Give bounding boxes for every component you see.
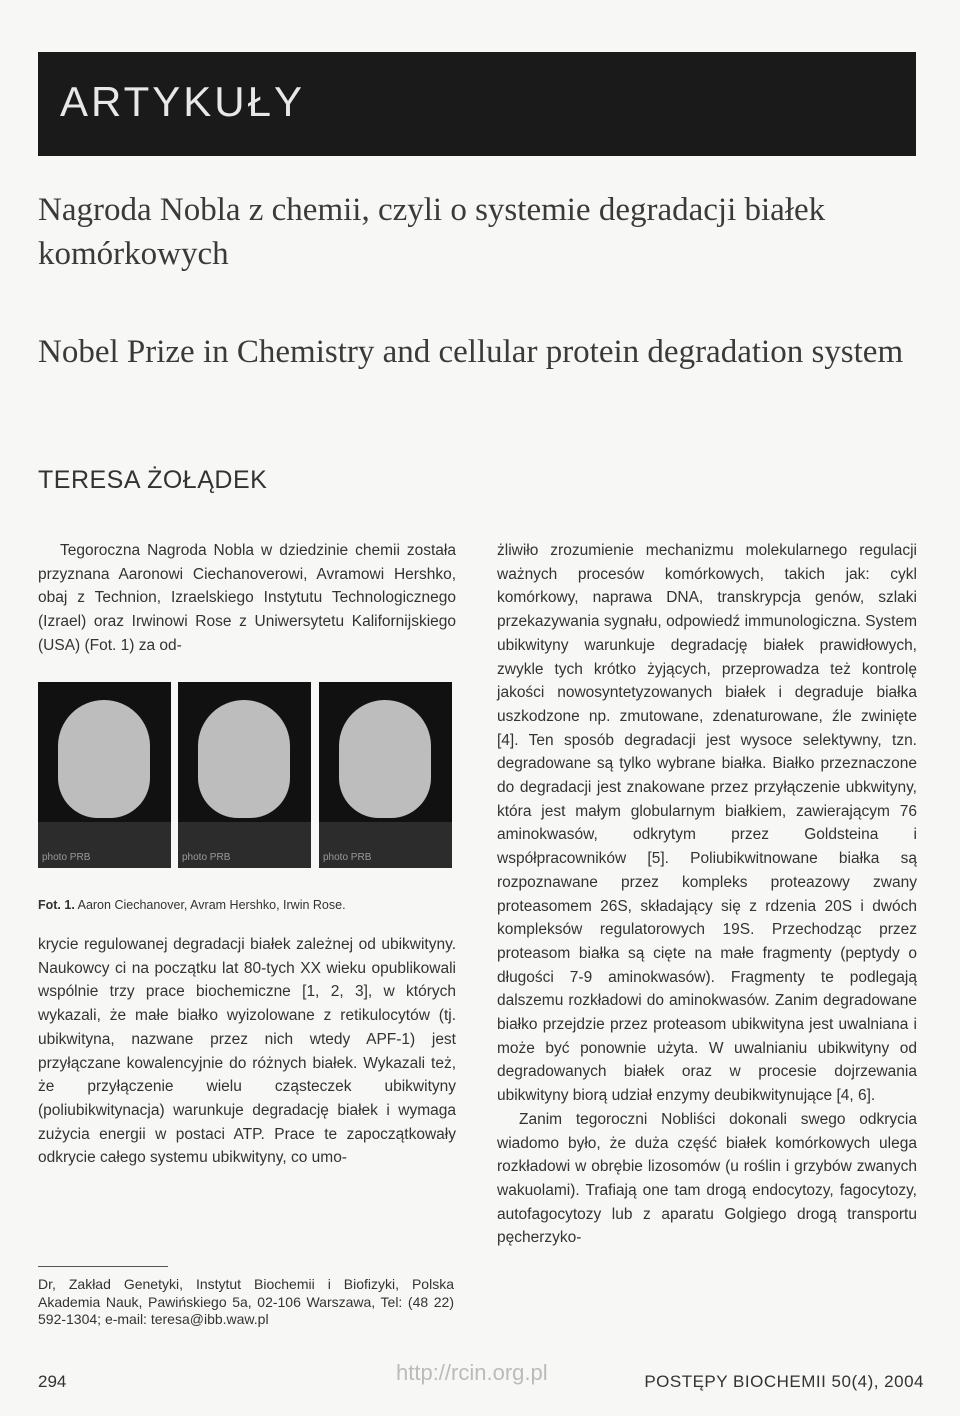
left-column-intro: [38, 539, 456, 658]
photo-caption: [38, 898, 346, 912]
author-footnote: Dr, Zakład Genetyki, Instytut Biochemii i Biofizyki, Polska Akademia Nauk, Pawińskiego 5a, 02-106 Warszawa, Tel: (48 22) 592-1304; e-mail: teresa@ibb.waw.pl: [38, 1276, 454, 1327]
left-column-body: [38, 933, 456, 1170]
photo-credit: photo PRB: [323, 852, 372, 863]
source-url-watermark: http://rcin.org.pl: [396, 1360, 548, 1385]
photo-credit: photo PRB: [42, 852, 91, 863]
portrait-face: [198, 700, 290, 818]
article-title-polish: Nagroda Nobla z chemii, czyli o systemie degradacji białek komórkowych: [38, 192, 826, 272]
caption-text: Aaron Ciechanover, Avram Hershko, Irwin Rose.: [77, 898, 346, 912]
author-name: TERESA ŻOŁĄDEK: [38, 466, 268, 494]
paragraph: Tegoroczna Nagroda Nobla w dziedzinie chemii została przyznana Aaronowi Ciechanoverowi, Avramowi Hershko, obaj z Technion, Izraelskiego Instytutu Technologicznego (Izrael) oraz Irwinowi Rose z Uniwersytetu Kalifornijskiego (USA) (Fot. 1) za od-: [38, 542, 456, 654]
page-number: 294: [38, 1372, 67, 1391]
paragraph: Zanim tegoroczni Nobliści dokonali swego odkrycia wiadomo było, że duża część białek komórkowych ulega rozkładowi w obrębie lizosomów (u roślin i grzybów zwanych wakuolami). Trafiają one tam drogą endocytozy, fagocytozy, autofagocytozy lub z aparatu Golgiego drogą transportu pęcherzyko-: [497, 1110, 917, 1247]
footnote-divider: [38, 1266, 168, 1267]
section-banner: [38, 52, 916, 156]
photo-hershko: [178, 682, 311, 868]
laureates-photo-strip: [38, 682, 452, 868]
paragraph: krycie regulowanej degradacji białek zależnej od ubikwityny. Naukowcy ci na początku lat 80-tych XX wieku opublikowali wspólnie trzy prace biochemiczne [1, 2, 3], w których wykazali, że małe białko wyizolowane z retikulocytów (tj. ubikwityna, nazwane przez nich wtedy APF-1) jest przyłączane kowalencyjnie do różnych białek. Wykazali też, że przyłączenie wielu cząsteczek ubikwityny (poliubikwitynacja) warunkuje degradację białek i wymaga zużycia energii w postaci ATP. Prace te zapoczątkowały odkrycie całego systemu ubikwityny, co umo-: [38, 936, 456, 1167]
paragraph: żliwiło zrozumienie mechanizmu molekularnego regulacji ważnych procesów komórkowych, takich jak: cykl komórkowy, naprawa DNA, transkrypcja genów, szlaki przekazywania sygnału, odpowiedź immunologiczna. System ubikwityny warunkuje degradację białek prawidłowych, zwykle tych krótko żyjących, przeprowadza też kontrolę jakości nowosyntetyzowanych białek i degraduje białka uszkodzone np. zmutowane, zdenaturowane, źle zwinięte [4]. Ten sposób degradacji jest wysoce selektywny, tzn. degradowane są tylko wybrane białka. Białko przeznaczone do degradacji jest znakowane przez przyłączenie ubkwityny, która jest małym globularnym białkiem, zawierającym 76 aminokwasów, odkrytym przez Goldsteina i współpracowników [5]. Poliubikwitnowane białka są rozpoznawane przez kompleks proteazowy zwany proteasomem 26S, składający się z rdzenia 20S i dwóch kompleksów regulatorowych 19S. Przechodząc przez proteasom białka są cięte na małe fragmenty (peptydy o długości 7-9 aminokwasów). Fragmenty te podlegają dalszemu rozkładowi do aminokwasów. Zanim degradowane białko przejdzie przez proteasom ubikwityna jest uwalniana i może być ponownie użyta. W uwalnianiu ubikwityny od degradowanych białek oraz w procesie dojrzewania ubikwityny biorą udział enzymy deubikwitynujące [4, 6].: [497, 542, 917, 1105]
article-title-english: Nobel Prize in Chemistry and cellular protein degradation system: [38, 334, 904, 370]
portrait-face: [58, 700, 150, 818]
right-column-body: [497, 539, 917, 1250]
portrait-face: [339, 700, 431, 818]
caption-label: Fot. 1.: [38, 898, 75, 912]
photo-rose: [319, 682, 452, 868]
photo-credit: photo PRB: [182, 852, 231, 863]
photo-ciechanover: [38, 682, 171, 868]
section-label: ARTYKUŁY: [60, 78, 305, 125]
journal-reference: POSTĘPY BIOCHEMII 50(4), 2004: [644, 1372, 924, 1391]
